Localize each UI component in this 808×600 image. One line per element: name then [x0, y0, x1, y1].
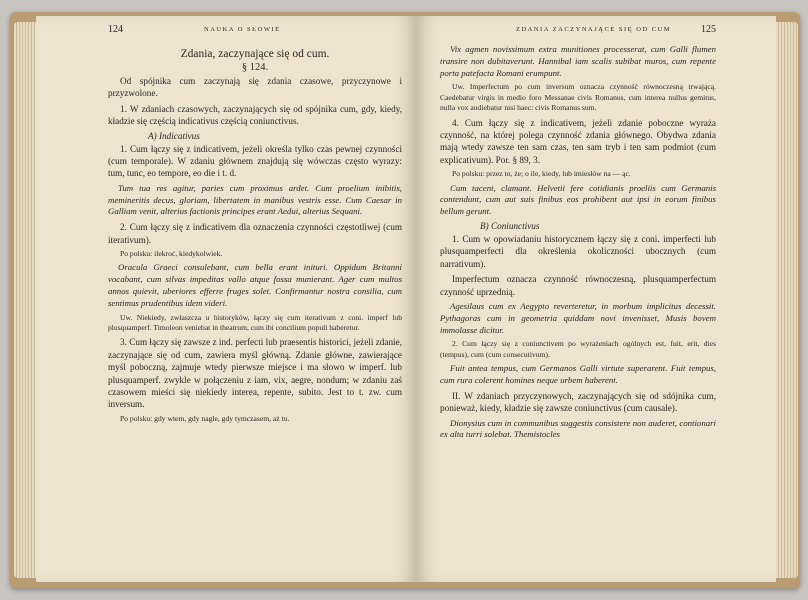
latin-example: Agesilaus cum ex Aegypto reverteretur, in morbum implicitus decessit. Pythagoras cum in geometria quiddam novi invenisset, Musis bovem immolasse dicitur.: [440, 301, 716, 335]
open-book: [10, 12, 800, 588]
note: Po polsku: ilekroć, kiedykolwiek.: [120, 249, 223, 259]
section-mark: § 124.: [241, 62, 269, 73]
right-page-text: [440, 44, 716, 444]
paragraph: 1. W zdaniach czasowych, zaczynających się od spójnika cum, gdy, kiedy, kładzie się częścią indicativus częścią coniunctivus.: [108, 103, 402, 127]
note: Uw. Niekiedy, zwłaszcza u historyków, łączy się cum iterativum z coni. imperf lub plusquamperf. Timoleon veniebat in theatrum, cum ibi concilium populi haberetur.: [108, 312, 402, 333]
subheading: A) Indicativus: [148, 130, 200, 141]
subheading: B) Coniunctivus: [480, 221, 540, 232]
left-page-text: [108, 44, 402, 427]
running-head: ZDANIA ZACZYNAJĄCE SIĘ OD CUM: [516, 26, 672, 33]
left-page: [36, 16, 416, 582]
paragraph: Od spójnika cum zaczynają się zdania czasowe, przyczynowe i przyzwolone.: [108, 76, 402, 99]
note: Po polsku: gdy wtem, gdy nagle, gdy tymczasem, aż tu.: [120, 413, 290, 423]
chapter-title: Zdania, zaczynające się od cum.: [180, 48, 330, 60]
latin-example: Fuit antea tempus, cum Germanos Galli virtute superarent. Fuit tempus, cum rura colerent homines neque urbem haberent.: [440, 363, 716, 386]
paragraph: 2. Cum łączy się z indicativem dla oznaczenia czynności częstotliwej (cum iterativum).: [108, 222, 402, 245]
paragraph: 3. Cum łączy się zawsze z ind. perfecti lub praesentis historici, jeżeli zdanie, zaczynające się od cum, zawiera myśl główną. Zdanie główne, zawierające myśl poboczną, zajmuje wtedy pierwsze miejsce i ma słowo w imperf. lub plusquamperf. zwykle w połączeniu z iam, vix, aegre, nondum; w zdaniu zaś czasowem mieści się niekiedy interea, repente, subito. Jest to t. zw. cum inversum.: [108, 337, 402, 410]
note: Po polsku: przez to, że; o ile, kiedy, lub imiesłów na — ąc.: [452, 169, 631, 179]
running-head: NAUKA O SŁOWIE: [204, 26, 281, 33]
paragraph: II. W zdaniach przyczynowych, zaczynających się od sdójnika cum, ponieważ, kiedy, kładzie się zawsze coniunctivus (cum causale).: [440, 390, 716, 414]
right-page: [416, 16, 776, 582]
latin-example: Oracula Graeci consulebant, cum bella erant inituri. Oppidum Britanni vocabant, cum silvas impeditas vallo atque fossa munierant. Ager cum multos annos quievit, uberiores efferre fruges solet. Confirmantur nostra consilia, cum sentimus prudentibus idem videri.: [108, 262, 402, 308]
note: Uw. Imperfectum po cum inversum oznacza czynność równoczesną trwającą. Caedebatur virgis in medio foro Messanae civis Romanus, cum interea nullus gemitus, nulla vox audiebatur nisi haec: civis Romanus sum.: [440, 82, 716, 113]
page-number: 124: [108, 24, 123, 35]
paragraph: 1. Cum w opowiadaniu historycznem łączy się z coni. imperfecti lub plusquamperfecti dla określenia okoliczności ubocznych (cum narrativum).: [440, 234, 716, 269]
paragraph: 4. Cum łączy się z indicativem, jeżeli zdanie poboczne wyraża czynność, na której polega czynność zdania głównego. Obydwa zdania mają wtedy zawsze ten sam czas, ten sam tryb i ten sam podmiot (cum explicativum). Por. § 89, 3.: [440, 117, 716, 165]
latin-example: Dionysius cum in communibus suggestis consistere non auderet, contionari ex alta turri solebat. Themistocles: [440, 417, 716, 440]
paragraph: 1. Cum łączy się z indicativem, jeżeli określa tylko czas pewnej czynności (cum temporale). W zdaniu głównem znajdują się wówczas często wyrazy: tum, tunc, eo tempore, eo die i t. d.: [108, 143, 402, 179]
latin-example: Tum tua res agitur, paries cum proximus ardet. Cum proelium inibitis, memineritis decus, gloriam, libertatem in manibus vestris esse. Cum Caesar in Galliam venit, alterius factionis principes erant Aedui, alterius Sequani.: [108, 182, 402, 217]
note: 2. Cum łączy się z coniunctivem po wyrażeniach ogólnych est, fuit, erit, dies (tempus), cum (cum consecutivum).: [440, 339, 716, 359]
paragraph: Imperfectum oznacza czynność równoczesną, plusquamperfectum czynność uprzednią.: [440, 274, 716, 297]
latin-example: Cum tacent, clamant. Helvetii fere cotidianis proeliis cum Germanis contendunt, cum aut suis finibus eos prohibent aut ipsi in eorum finibus bellum gerunt.: [440, 182, 716, 217]
latin-example: Vix agmen novissimum extra munitiones processerat, cum Galli flumen transire non dubitaverunt. Hannibal iam scalis subibat muros, cum repente porta patefacta Romani erumpunt.: [440, 44, 716, 78]
page-edges-left: [14, 22, 38, 578]
page-number: 125: [701, 24, 716, 35]
